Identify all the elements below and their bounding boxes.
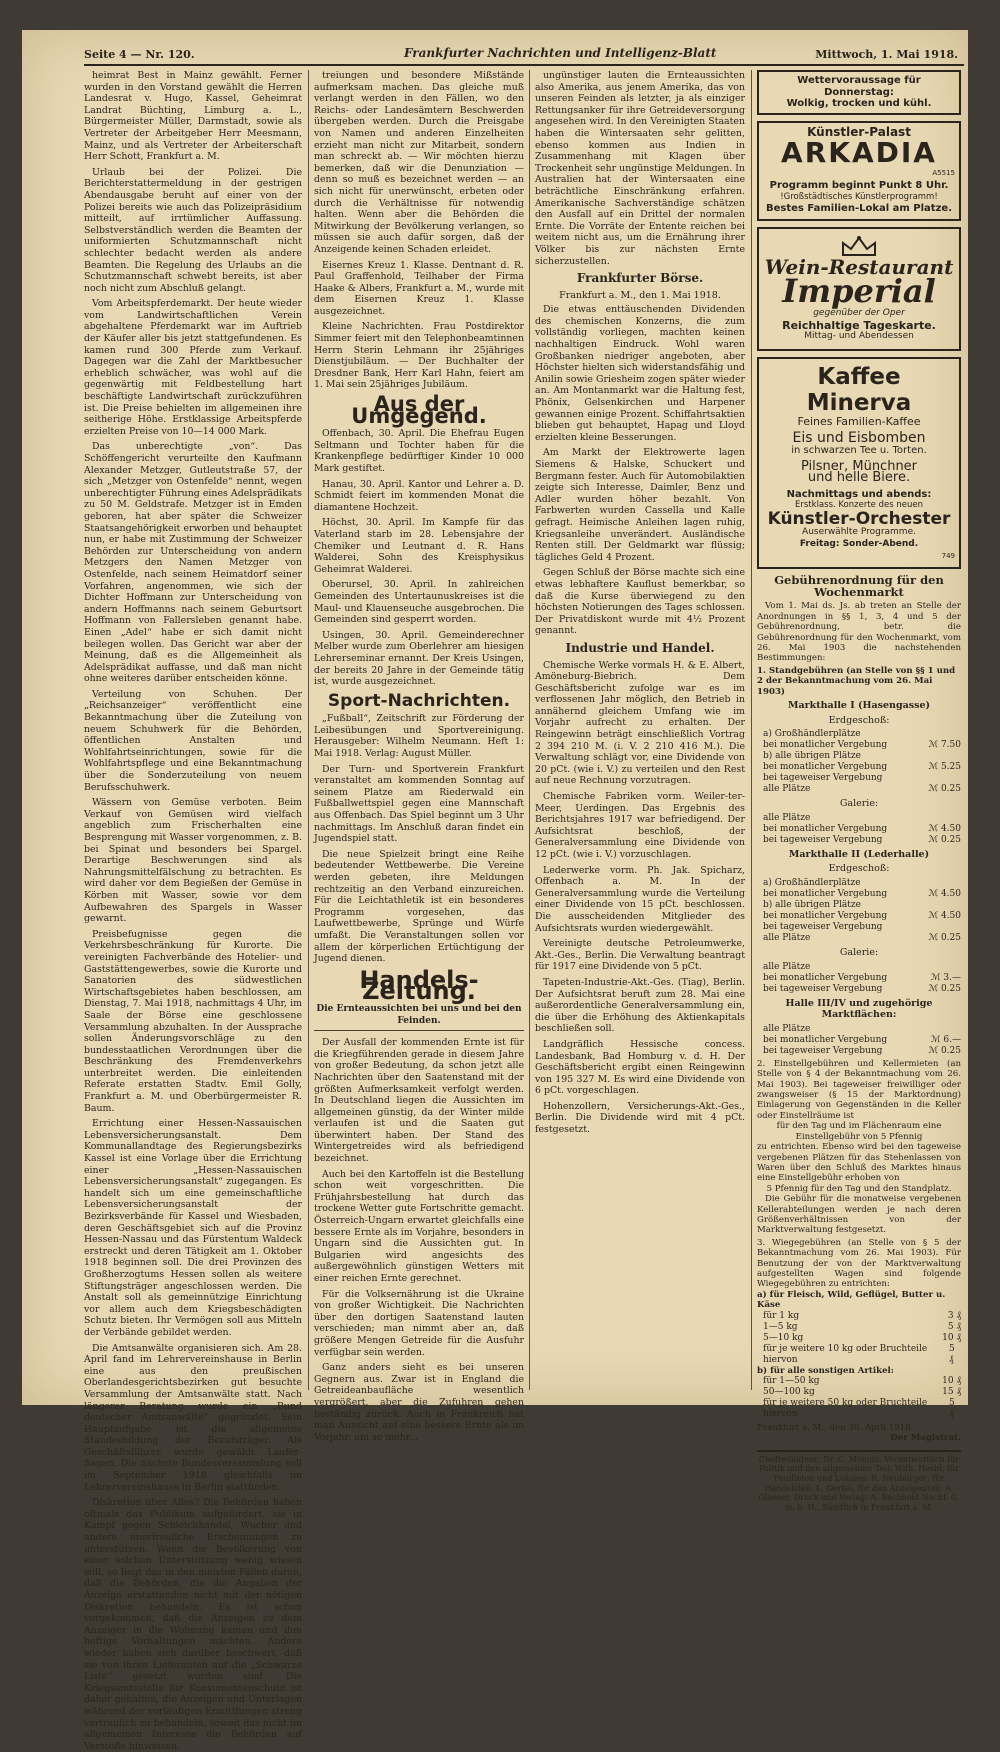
rate-row	[757, 762, 961, 773]
article-paragraph: Für die Volksernährung ist die Ukraine von großer Wichtigkeit. Die Nachrichten über den dortigen Saatenstand lauten verschieden; man nimmt aber an, daß größere Mengen Getreide für die Ausfuhr verfügbar sein werden.	[314, 1288, 524, 1358]
article-paragraph: Preisbefugnisse gegen die Verkehrsbeschränkung für Kurorte. Die vereinigten Fachverbände des Hotelier- und Gaststättengewerbes, sowie die Kurorte und Sanatorien des südwestlichen Wirtschaftsgebietes haben beschlossen, am Dienstag, 7. Mai 1918, nachmittags 4 Uhr, im Saale der Börse eine geschlossene Versammlung abzuhalten. In der Aussprache sollen Änderungsvorschläge zu den bundesstaatlichen Verordnungen über die Beschränkung des Fremdenverkehrs unterbreitet werden. Die einleitenden Referate erstatten Stadtv. Emil Golly, Frankfurt a. M. und Oberbürgermeister R. Baum.	[84, 928, 302, 1114]
fees-g3: Erdgeschoß:	[828, 863, 890, 875]
article-paragraph: Hohenzollern, Versicherungs-Akt.-Ges., Berlin. Die Dividende wird mit 4 pCt. festgesetzt.	[535, 1100, 745, 1136]
article-paragraph: Höchst, 30. April. Im Kampfe für das Vaterland starb im 28. Lebensjahre der Chemiker und Leutnant d. R. Hans Walderei, Sohn des Kreisphysikus Geheimrat Walderei.	[314, 517, 524, 575]
rate-label: alle Plätze	[763, 1023, 811, 1034]
arkadia-code: A5515	[932, 169, 955, 178]
fees-g1: Erdgeschoß:	[828, 714, 890, 726]
sport-news	[314, 713, 524, 964]
rate-row	[757, 922, 961, 933]
fees-s2: 2. Einstellgebühren und Kellermieten (an Stelle von § 4 der Bekanntmachung vom 26. Mai 1903). Bei tageweiser freiwilliger oder zwangsweiser (§ 15 der Marktordnung) Einlagerung von Gegenständen in die Keller oder Einstellräume ist	[757, 1058, 961, 1121]
rate-label: bei monatlicher Vergebung	[763, 762, 888, 773]
local-news-continued	[314, 70, 524, 391]
imperial-line3: Mittag- und Abendessen	[804, 331, 914, 342]
fees-s1: 1. Standgebühren (an Stelle von §§ 1 und 2 der Bekanntmachung vom 26. Mai 1903)	[757, 665, 956, 697]
rate-row	[757, 911, 961, 922]
arkadia-line1: Programm beginnt Punkt 8 Uhr.	[769, 179, 949, 191]
article-paragraph: Landgräflich Hessische concess. Landesbank, Bad Homburg v. d. H. Der Geschäftsbericht ergibt einen Reingewinn von 195 327 M. Es wird eine Dividende von 6 pCt. vorgeschlagen.	[535, 1038, 745, 1097]
rate-row	[757, 900, 961, 911]
rate-label: bei tageweiser Vergebung	[763, 922, 883, 933]
rate-row	[757, 889, 961, 900]
weigh-rates-1	[757, 1311, 961, 1366]
rate-label: bei monatlicher Vergebung	[763, 972, 888, 983]
fees-intro: Vom 1. Mai ds. Js. ab treten an Stelle der Anordnungen in §§ 1, 3, 4 und 5 der Gebührenordnung, betr. die Gebührenordnung für den Wochenmarkt, vom 26. Mai 1903 die nachstehenden Bestimmungen:	[757, 601, 961, 664]
fees-s2e: Die Gebühr für die monatweise vergebenen Kellerabteilungen werden je nach deren Größenverhältnissen von der Marktverwaltung festgesetzt.	[757, 1194, 961, 1236]
imperial-name2: Imperial	[782, 271, 936, 310]
fees-h3: Halle III/IV und zugehörige Marktflächen:	[785, 997, 933, 1021]
rate-label: bei monatlicher Vergebung	[763, 823, 888, 834]
weather-box	[757, 70, 961, 115]
masthead	[84, 46, 964, 66]
arkadia-line3: Bestes Familien-Lokal am Platze.	[766, 203, 952, 215]
rate-row	[757, 1398, 961, 1420]
rate-price: 3 ₰	[947, 1310, 961, 1321]
trade-news	[314, 1037, 524, 1443]
fees-rates-4	[757, 962, 961, 995]
fees-g4: Galerie:	[839, 947, 879, 959]
rate-row	[757, 933, 961, 944]
weigh-rates-2	[757, 1376, 961, 1420]
rate-label: bei monatlicher Vergebung	[763, 1034, 888, 1045]
article-paragraph: Urlaub bei der Polizei. Die Berichterstattermeldung in der gestrigen Abendausgabe beruht auf einer von der Polizei bereits wie auch das Polizeipräsidium mitteilt, auf irrtümlicher Auffassung. Selbstverständlich werden die Beamten der uniformierten Schutzmannschaft nicht schlechter bedacht werden als andere Beamten. Die Regelung des Urlaubs an die Schutzmannschaft schwebt bereits, ist aber noch nicht zum Abschluß gelangt.	[84, 166, 302, 294]
article-paragraph: Oberursel, 30. April. In zahlreichen Gemeinden des Untertaunuskreises ist die Maul- und Klauenseuche ausgebrochen. Die Gemeinden sind gesperrt worden.	[314, 579, 524, 626]
fees-sign-name: Der Magistrat.	[890, 1433, 961, 1444]
rate-label: bei tageweiser Vergebung	[763, 1045, 883, 1056]
fees-rates-5	[757, 1024, 961, 1057]
article-paragraph: Der Turn- und Sportverein Frankfurt veranstaltet am kommenden Sonntag auf seinem Platze am Riederwald ein Fußballwettspiel gegen eine Mannschaft aus Offenbach. Das Spiel beginnt um 3 Uhr nachmittags. Im Anschluß daran findet ein Jugendspiel statt.	[314, 763, 524, 845]
rate-row	[757, 729, 961, 740]
boerse-dateline: Frankfurt a. M., den 1. Mai 1918.	[559, 289, 721, 301]
rate-row	[757, 962, 961, 973]
rate-price: ℳ 0.25	[928, 983, 961, 994]
minerva-l5: Nachmittags und abends:	[786, 488, 932, 500]
rate-label: alle Plätze	[763, 961, 811, 972]
rate-row	[757, 1344, 961, 1366]
article-paragraph: Errichtung einer Hessen-Nassauischen Lebensversicherungsanstalt. Dem Kommunallandtage des Regierungsbezirks Kassel ist eine Vorlage über die Errichtung einer „Hessen-Nassauischen Lebensversicherungsanstalt“ zugegangen. Es handelt sich um eine gemeinschaftliche Lebensversicherungsanstalt der Bezirksverbände für Kassel und Wiesbaden, deren Geschäftsgebiet sich auf die Provinz Hessen-Nassau und das Fürstentum Waldeck erstreckt und deren Tätigkeit am 1. Oktober 1918 beginnen soll. Die drei Provinzen des Großherzogtums Hessen sollen als weitere Stiftungsträger angeschlossen werden. Die Anstalt soll als gemeinnützige Einrichtung vor allem auch dem Kriegsbeschädigten Schutz bieten. Ihr Vermögen soll aus Mitteln der Verbände gebildet werden.	[84, 1118, 302, 1338]
article-paragraph: heimrat Best in Mainz gewählt. Ferner wurden in den Vorstand gewählt die Herren Landesrat v. Hugo, Kassel, Geheimrat Landrat Büchting, Limburg a. L., Bürgermeister Müller, Darmstadt, sowie als Vertreter der Arbeitgeber Herr Meesmann, Mainz, und als Vertreter der Arbeiterschaft Herr Schott, Frankfurt a. M.	[84, 70, 302, 163]
article-paragraph: Auch bei den Kartoffeln ist die Bestellung schon weit vorgeschritten. Die Frühjahrsbestellung hat durch das trockene Wetter gute Fortschritte gemacht. Österreich-Ungarn erwartet gleichfalls eine bessere Ernte als im Vorjahre, besonders in Ungarn sind die Aussichten gut. In Bulgarien wird angesichts des außergewöhnlich günstigen Wetters mit einer reichen Ernte gerechnet.	[314, 1168, 524, 1284]
issue-date: Mittwoch, 1. Mai 1918.	[815, 48, 958, 61]
rate-price: 5 ₰	[948, 1343, 955, 1365]
crown-icon	[839, 235, 879, 257]
rate-price: 15 ₰	[942, 1387, 961, 1397]
minerva-l6: Erstklass. Konzerte des neuen	[795, 500, 923, 511]
minerva-l7: Künstler-Orchester	[767, 508, 951, 529]
fees-s2c: zu entrichten. Ebenso wird bei den tageweise vergebenen Plätzen für das Stehenlassen von Waren über den Schluß des Marktes hinaus eine Einstellgebühr erhoben von	[757, 1142, 961, 1184]
column-rule	[751, 70, 752, 1390]
heading-region: Aus der Umgegend.	[351, 392, 487, 428]
fees-rates-1	[757, 729, 961, 795]
fees-s2b: für den Tag und im Flächenraum eine Einstellgebühr von 5 Pfennig	[776, 1121, 942, 1142]
rate-row	[757, 740, 961, 751]
fee-schedule	[757, 575, 961, 1444]
fees-sign-place: Frankfurt a. M., den 30. April 1918.	[757, 1423, 914, 1433]
rate-row	[757, 1322, 961, 1333]
rate-label: bei monatlicher Vergebung	[763, 889, 888, 900]
rate-price: ℳ 6.—	[930, 1034, 961, 1045]
fees-rates-3	[757, 878, 961, 944]
rate-row	[757, 1035, 961, 1046]
rate-row	[757, 1387, 961, 1398]
rate-label: 1—5 kg	[763, 1321, 798, 1332]
article-paragraph: Eisernes Kreuz 1. Klasse. Dentnant d. R. Paul Graffenhold, Teilhaber der Firma Haake & Albers, Frankfurt a. M., wurde mit dem Eisernen Kreuz 1. Klasse ausgezeichnet.	[314, 259, 524, 317]
rate-row	[757, 1311, 961, 1322]
rate-label: alle Plätze	[763, 784, 811, 795]
industry-news	[535, 660, 745, 1136]
minerva-l1: Eis und Eisbomben	[792, 430, 926, 447]
imperial-line2: Reichhaltige Tageskarte.	[782, 318, 936, 332]
rate-price: ℳ 4.50	[928, 911, 961, 922]
rate-label: a) Großhändlerplätze	[763, 878, 861, 889]
article-paragraph: „Fußball“, Zeitschrift zur Förderung der Leibesübungen und Sportvereinigung. Herausgeber: Wilhelm Neumann. Heft 1: Mai 1918. Verlag: August Müller.	[314, 713, 524, 760]
rate-label: a) Großhändlerplätze	[763, 729, 861, 740]
weather-text: Wolkig, trocken und kühl.	[786, 98, 932, 110]
rate-row	[757, 784, 961, 795]
ad-arkadia	[757, 121, 961, 221]
article-paragraph: Lederwerke vorm. Ph. Jak. Spicharz, Offenbach a. M. In der Generalversammlung wurde die Verteilung einer Dividende von 15 pCt. beschlossen. Die ausscheidenden Mitglieder des Aufsichtsrats wurden wiedergewählt.	[535, 864, 745, 934]
article-paragraph: Vereinigte deutsche Petroleumwerke, Akt.-Ges., Berlin. Die Verwaltung beantragt für 1917 eine Dividende von 5 pCt.	[535, 938, 745, 973]
arkadia-name: ARKADIA	[781, 136, 937, 170]
fees-s2d: 5 Pfennig für den Tag und den Standplatz.	[766, 1183, 952, 1194]
minerva-l8: Auserwählte Programme.	[802, 527, 916, 538]
fees-rates-2	[757, 813, 961, 846]
article-paragraph: ungünstiger lauten die Ernteaussichten also Amerika, aus jenem Amerika, das von unseren Feinden als letzter, ja als einziger Rettungsanker für ihre Getreideversorgung angesehen wird. In den Vereinigten Staaten haben die Wintersaaten sehr gelitten, ebenso kommen aus Indien in Zusammenhang mit Klagen über Trockenheit sehr ungünstige Meldungen. In Australien hat der Wintersaaten eine beträchtliche Einschränkung erfahren. Amerikanische Sachverständige schätzen den Ausfall auf ein Drittel der normalen Ernte. Die Vorräte der Entente reichen bei weitem nicht aus, um die Ernährung ihrer Völker bis zur nächsten Ernte sicherzustellen.	[535, 70, 745, 267]
article-paragraph: Die etwas enttäuschenden Dividenden des chemischen Konzerns, die zum vollständig vorliegen, machten keinen nachhaltigen Eindruck. Wohl waren Großbanken niedriger angeboten, aber Höchster hielten sich widerstandsfähig und Anilin sowie Griesheim zogen später wieder an. Am Montanmarkt war die Haltung fest, Phönix, Gelsenkirchen und Harpener gewannen einige Prozent. Schiffahrtsaktien blieben gut behauptet, Hapag und Lloyd erzielten kleine Besserungen.	[535, 304, 745, 443]
rate-row	[757, 984, 961, 995]
article-paragraph: Der Ausfall der kommenden Ernte ist für die Kriegführenden gerade in diesem Jahre von großer Bedeutung, da schon jetzt alle Nachrichten über den Saatenstand mit der größten Aufmerksamkeit verfolgt werden. In Deutschland liegen die Aussichten im allgemeinen günstig, da der Winter milde verlaufen ist und die Saaten gut überwintert haben. Der Stand des Wintergetreides wird als befriedigend bezeichnet.	[314, 1037, 524, 1165]
article-paragraph: Die Amtsanwälte organisieren sich. Am 28. April fand im Lehrervereinshause in Berlin eine aus den preußischen Oberlandesgerichtsbezirken gut besuchte Versammlung der Amtsanwälte statt. Nach längerer Beratung wurde ein „Bund deutscher Amtsanwälte“ gegründet. Sein Hauptaufgabe ist die allgemeine Standesbildung der Berufsträger. Als Geschäftsführer wurde gewählt Laufer-Sagan. Die nächste Bundesversammlung soll im September 1918 gleichfalls im Lehrervereinshause in Berlin stattfinden.	[84, 1342, 302, 1493]
rate-label: 50—100 kg	[763, 1387, 815, 1397]
rate-label: für je weitere 50 kg oder Bruchteile hiervon	[763, 1398, 928, 1419]
rate-row	[757, 835, 961, 846]
article-paragraph: Kleine Nachrichten. Frau Postdirektor Simmer feiert mit den Telephonbeamtinnen Herrn Sterin Lehmann ihr 25jähriges Dienstjubiläum. — Der Buchhalter der Dresdner Bank, Herr Karl Hahn, feiert am 1. Mai sein 25jähriges Jubiläum.	[314, 321, 524, 391]
article-paragraph: Verteilung von Schuhen. Der „Reichsanzeiger“ veröffentlicht eine Bekanntmachung über die Zuteilung von neuem Schuhwerk für die Behörden, öffentlichen Anstalten und Wohlfahrtseinrichtungen, sowie für die Wohlfahrtspflege und eine Bekanntmachung über die Sonderzuteilung von neuem Berufsschuhwerk.	[84, 688, 302, 793]
column-1	[84, 70, 302, 1752]
minerva-l2: in schwarzen Tee u. Torten.	[791, 444, 927, 456]
minerva-code: 749	[941, 551, 955, 560]
article-paragraph: Das unberechtigte „von“. Das Schöffengericht verurteilte den Kaufmann Alexander Metzger, Gutleutstraße 57, der sich „Metzger von Ostenfelde“ nennt, wegen unberechtigter Führung eines Adelsprädikats zu 50 M. Geldstrafe. Metzger ist in Emden geboren, hat aber später die Schweizer Staatsangehörigkeit erworben und behauptet nun, er habe mit Zustimmung der Schweizer Behörden zur Unterscheidung von andern Metzgers den Namen Metzger von Ostenfelde, nach seinem Heimatdorf seiner Vorfahren, angenommen, wie sich der Dichter Hoffmann zur Unterscheidung von andern Hoffmanns nach seinem Geburtsort Hoffmann von Fallersleben genannt habe. Einen „Adel“ habe er sich damit nicht beilegen wollen. Das Gericht war aber der Meinung, daß es die Allgemeinheit als Adelsprädikat auffasse, und daß man nicht ohne weiteres darüber entscheiden könne.	[84, 441, 302, 685]
rate-price: ℳ 4.50	[928, 889, 961, 900]
article-paragraph: Diskretion über Alles? Die Behörden haben oftmals das Publikum aufgefordert, sie in Kampf gegen Schleichhandel, Wucher und andere unerfreuliche Erscheinungen zu unterstützen. Wenn die Bevölkerung von einer solchen Unterstützung wenig wissen will, so liegt das in den meisten Fällen daran, daß die Behörden, die die Angaben der Anzeige erstattenden nicht mit der nötigen Diskretion behandeln. Es ist schon vorgekommen, daß die Anzeigen zu dem Anzeiger in die Wohnung kamen und ihm heftige Vorhaltungen machten. Andere wieder haben sich darüber beschwert, daß sie von ihren Lieferanten auf die „Schwarze Liste“ gesetzt worden sind. Die Kriegsamtsstelle für Konsumentenschutz ist daher gehalten, die Anzeigen und Unterlagen während der vorläufigen Ermittlungen streng vertraulich zu behandeln, soweit das nicht im allgemeinen Interesse die Behörden auf Verstöße hinweisen.	[84, 1497, 302, 1752]
fees-s3i: b) für alle sonstigen Artikel:	[757, 1365, 894, 1376]
article-paragraph: Offenbach, 30. April. Die Ehefrau Eugen Seltmann und Tochter haben für die Krankenpflege bedürftiger Kinder 10 000 Mark gestiftet.	[314, 428, 524, 474]
rate-price: 5 ₰	[948, 1398, 955, 1419]
rate-row	[757, 773, 961, 784]
ad-minerva	[757, 357, 961, 570]
trade-subheading: Die Ernteaussichten bei uns und bei den Feinden.	[314, 1004, 524, 1031]
rate-label: alle Plätze	[763, 812, 811, 823]
rate-label: für 1—50 kg	[763, 1376, 820, 1386]
rate-label: bei monatlicher Vergebung	[763, 740, 888, 751]
rate-label: 5—10 kg	[763, 1332, 804, 1343]
column-4	[757, 70, 961, 1512]
minerva-sub: Feines Familien-Kaffee	[797, 414, 921, 428]
rate-row	[757, 973, 961, 984]
rate-label: bei tageweiser Vergebung	[763, 773, 883, 784]
column-rule	[529, 70, 530, 1390]
newspaper-title: Frankfurter Nachrichten und Intelligenz-Blatt	[404, 46, 717, 60]
fees-h1: Markthalle I (Hasengasse)	[788, 700, 930, 712]
rate-price: ℳ 4.50	[928, 823, 961, 834]
rate-label: b) alle übrigen Plätze	[763, 900, 861, 911]
crop-outlook-continued	[535, 70, 745, 267]
fees-s3h: a) für Fleisch, Wild, Geflügel, Butter u. Käse	[757, 1289, 946, 1311]
rate-price: 10 ₰	[942, 1332, 961, 1343]
minerva-l9: Freitag: Sonder-Abend.	[799, 539, 919, 550]
minerva-name: Kaffee Minerva	[806, 363, 912, 416]
rate-price: ℳ 0.25	[928, 933, 961, 944]
rate-row	[757, 824, 961, 835]
rate-label: bei monatlicher Vergebung	[763, 911, 888, 922]
fees-g2: Galerie:	[839, 798, 879, 810]
rate-label: für 1 kg	[763, 1310, 800, 1321]
rate-price: ℳ 0.25	[928, 1045, 961, 1056]
minerva-l4: und helle Biere.	[807, 470, 911, 486]
rate-label: bei tageweiser Vergebung	[763, 834, 883, 845]
article-paragraph: Vom Arbeitspferdemarkt. Der heute wieder vom Landwirtschaftlichen Verein abgehaltene Pferdemarkt war im Auftrieb der Käufer aller bis jetzt stattgefundenen. Es kamen rund 300 Pferde zum Verkauf. Dagegen war die Zahl der Marktbesucher erheblich schwächer, was wohl auf die gegenwärtig mit Feldbestellung hart beschäftigte Landwirtschaft zurückzuführen ist. Die Preise behielten im allgemeinen ihre seitherige Höhe. Erstklassige Arbeitspferde erzielten Preise von 10—14 000 Mark.	[84, 298, 302, 437]
rate-price: 5 ₰	[947, 1321, 961, 1332]
rate-price: ℳ 0.25	[928, 784, 961, 795]
imperial-line1: gegenüber der Oper	[813, 307, 905, 318]
heading-sport: Sport-Nachrichten.	[327, 690, 511, 711]
fees-title: Gebührenordnung für den Wochenmarkt	[774, 573, 944, 599]
rate-label: bei tageweiser Vergebung	[763, 983, 883, 994]
rate-label: alle Plätze	[763, 933, 811, 944]
rate-row	[757, 1376, 961, 1387]
article-paragraph: Chemische Fabriken vorm. Weiler-ter-Meer, Uerdingen. Das Ergebnis des Berichtsjahres 1917 war befriedigend. Der Aufsichtsrat beschloß, der Generalversammlung eine Dividende von 12 pCt. (wie i. V.) vorzuschlagen.	[535, 791, 745, 860]
heading-trade: Handels-Zeitung.	[359, 965, 479, 1006]
fees-s3: 3. Wiegegebühren (an Stelle von § 5 der Bekanntmachung vom 26. Mai 1903). Für Benutzung der von der Marktverwaltung aufgestellten Wagen sind folgende Wiegegebühren zu entrichten:	[757, 1237, 961, 1290]
column-rule	[308, 70, 309, 1390]
rate-price: ℳ 5.25	[928, 762, 961, 773]
article-paragraph: Chemische Werke vormals H. & E. Albert, Amöneburg-Biebrich. Dem Geschäftsbericht zufolge war es im verflossenen Jahr möglich, den Betrieb in annähernd gleichem Umfang wie im Vorjahr aufrecht zu erhalten. Der Reingewinn beträgt einschließlich Vortrag 2 394 210 M. (i. V. 2 210 416 M.). Die Verwaltung schlägt vor, eine Dividende von 20 pCt. (wie i. V.) zu verteilen und den Rest auf neue Rechnung vorzutragen.	[535, 659, 745, 787]
imprint: Chefredakteur: Dr. C. Mönold. Verantwortlich für Politik und den allgemeinen Teil: Wilh. Hesbl; für Feuilleton und Lokales: R. Neubürger; für Handelsteil: L. Oertel; für den Anzeigenteil: A. Glaeser. Druck und Verlag: A. Bechhold Nachf. G. m. b. H., Sämtlich in Frankfurt a. M.	[757, 1450, 961, 1513]
rate-price: ℳ 3.—	[930, 972, 961, 983]
arkadia-pre: Künstler-Palast	[807, 124, 911, 139]
imperial-name1: Wein-Restaurant	[764, 255, 954, 280]
column-2	[314, 70, 524, 1443]
article-paragraph: Am Markt der Elektrowerte lagen Siemens & Halske, Schuckert und Bergmann fester. Auch für Automobilaktien zeigte sich Interesse, Daimler, Benz und Adler wurden höher bezahlt. Von Farbwerten wurden Cassella und Kalle gefragt. Heimische Anleihen lagen ruhig, Kriegsanleihe unverändert. Ausländische Renten still. Der Geldmarkt war flüssig; tägliches Geld 4 Prozent.	[535, 447, 745, 563]
region-news	[314, 428, 524, 687]
article-paragraph: Tapeten-Industrie-Akt.-Ges. (Tiag), Berlin. Der Aufsichtsrat beruft zum 28. Mai eine außerordentliche Generalversammlung ein, die über die Erhöhung des Aktienkapitals beschließen soll.	[535, 976, 745, 1035]
article-paragraph: Hanau, 30. April. Kantor und Lehrer a. D. Schmidt feiert im kommenden Monat die diamantene Hochzeit.	[314, 478, 524, 513]
boerse-report	[535, 304, 745, 637]
rate-label: für je weitere 10 kg oder Bruchteile hiervon	[763, 1343, 928, 1365]
rate-row	[757, 1333, 961, 1344]
article-paragraph: Wässern von Gemüse verboten. Beim Verkauf von Gemüsen wird vielfach angeblich zum Frischerhalten eine Besprengung mit Wasser vorgenommen, z. B. bei Spinat und besonders bei Spargel. Derartige Beschwerungen sind als Nahrungsmittelfälschung zu betrachten. Es wird daher vor dem Begießen der Gemüse in Körben mit Wasser, sowie vor dem Aufbewahren des Spargels in Wasser gewarnt.	[84, 797, 302, 925]
article-paragraph: Usingen, 30. April. Gemeinderechner Melber wurde zum Oberlehrer am hiesigen Lehrerseminar ernannt. Der Kreis Usingen, der bereits 20 Jahre in der Gemeinde tätig ist, wurde ausgezeichnet.	[314, 629, 524, 688]
ad-imperial	[757, 227, 961, 351]
rate-row	[757, 813, 961, 824]
arkadia-line2: !Großstädtisches Künstlerprogramm!	[780, 191, 938, 202]
rate-label: b) alle übrigen Plätze	[763, 751, 861, 762]
rate-price: ℳ 7.50	[928, 740, 961, 751]
article-paragraph: treiungen und besondere Mißstände aufmerksam machen. Das gleiche muß verlangt werden in den Fällen, wo den Reichs- oder Landesämtern Beschwerden übergeben werden. Durch die Preisgabe von Namen und anderen Einzelheiten erzieht man nicht zur Mitarbeit, sondern man schreckt ab. — Wir möchten hierzu bemerken, daß wir die Denunziation — denn so muß es bezeichnet werden — an sich nicht für unerwünscht, erbeten oder durch die Verhältnisse für notwendig halten. Wenn aber die Behörden die Mitwirkung der Bevölkerung verlangen, so müssen sie auch dafür sorgen, daß der Anzeigende keinen Schaden erleidet.	[314, 70, 524, 255]
article-paragraph: Die neue Spielzeit bringt eine Reihe bedeutender Wettbewerbe. Die Vereine werden gebeten, ihre Meldungen rechtzeitig an den Verband einzureichen. Für die Leichtathletik ist ein besonderes Programm vorgesehen, das Laufwettbewerbe, Sprünge und Würfe umfaßt. Die Veranstaltungen sollen vor allem der körperlichen Ertüchtigung der Jugend dienen.	[314, 848, 524, 965]
rate-price: 10 ₰	[942, 1376, 961, 1386]
fees-h2: Markthalle II (Lederhalle)	[788, 848, 930, 860]
page-number: Seite 4 — Nr. 120.	[84, 48, 195, 61]
newspaper-page	[22, 30, 968, 1752]
weather-title: Wettervoraussage für Donnerstag:	[797, 75, 921, 98]
heading-industry: Industrie und Handel.	[565, 640, 715, 655]
column-3	[535, 70, 745, 1390]
rate-row	[757, 751, 961, 762]
rate-price: ℳ 0.25	[928, 834, 961, 845]
minerva-l3: Pilsner, Münchner	[800, 458, 918, 474]
article-paragraph: Ganz anders sieht es bei unseren Gegnern aus. Zwar ist in England die Getreideanbaufläche wesentlich vergrößert, aber die Zufuhren gehen beständig zurück. Auch in Frankreich hat man Aussicht auf eine bessere Ernte als im Vorjahr, um so mehr...	[314, 1362, 524, 1443]
rate-row	[757, 878, 961, 889]
rate-row	[757, 1046, 961, 1057]
heading-boerse: Frankfurter Börse.	[576, 271, 704, 286]
article-paragraph: Gegen Schluß der Börse machte sich eine etwas lebhaftere Kauflust bemerkbar, so daß die Kurse überwiegend zu den höchsten Notierungen des Tages schlossen. Der Privatdiskont wurde mit 4½ Prozent genannt.	[535, 567, 745, 637]
rate-row	[757, 1024, 961, 1035]
